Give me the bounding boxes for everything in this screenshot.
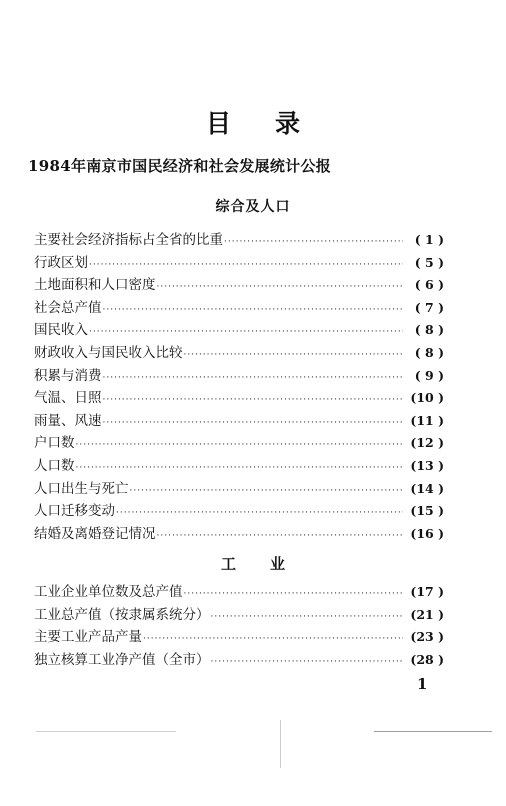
- report-title: 1984年南京市国民经济和社会发展统计公报: [28, 157, 332, 175]
- dot-leader: [76, 463, 404, 473]
- toc-entry-page: ( 8 ): [414, 344, 444, 360]
- toc-entry[interactable]: [34, 454, 444, 477]
- dot-leader: [224, 237, 403, 247]
- toc-entry-title: 人口出生与死亡: [34, 480, 129, 497]
- toc-entry[interactable]: [34, 477, 444, 500]
- toc-entry-page: (14 ): [410, 480, 444, 496]
- dot-leader: [89, 260, 403, 270]
- toc-entry-page: (16 ): [410, 525, 444, 541]
- toc-entry[interactable]: [34, 341, 444, 364]
- dot-leader: [143, 634, 403, 644]
- toc-entry-title: 雨量、风速: [34, 412, 102, 429]
- dot-leader: [211, 657, 404, 667]
- toc-entry-page: (23 ): [410, 629, 444, 645]
- toc-entry[interactable]: [34, 409, 444, 432]
- toc-entry[interactable]: [34, 228, 444, 251]
- toc-entry-title: 积累与消费: [34, 367, 102, 384]
- toc-entry-page: (11 ): [410, 412, 444, 428]
- toc-entry-title: 气温、日照: [34, 390, 102, 407]
- toc-entry[interactable]: [34, 625, 444, 648]
- toc-entry[interactable]: [34, 251, 444, 274]
- dot-leader: [103, 418, 404, 428]
- page-title: 目录: [205, 109, 344, 138]
- toc-entry-title: 独立核算工业净产值（全市）: [34, 651, 210, 668]
- toc-entry-title: 工业企业单位数及总产值: [34, 584, 183, 600]
- toc-entry[interactable]: [34, 499, 444, 522]
- dot-leader: [184, 350, 404, 360]
- toc-entry-title: 国民收入: [34, 322, 88, 339]
- dot-leader: [130, 486, 404, 496]
- dot-leader: [103, 305, 404, 315]
- scan-artifact-line: [36, 731, 176, 732]
- toc-entry-title: 人口数: [34, 457, 75, 474]
- dot-leader: [76, 440, 404, 450]
- toc-entry-page: ( 6 ): [414, 277, 444, 293]
- toc-entry-title: 财政收入与国民收入比较: [34, 344, 183, 361]
- section-heading-industry: 工业: [220, 555, 319, 573]
- toc-entry-title: 户口数: [34, 435, 75, 452]
- toc-entry-title: 土地面积和人口密度: [34, 277, 156, 294]
- toc-entry[interactable]: [34, 318, 444, 341]
- toc-entry-title: 主要工业产品产量: [34, 629, 142, 646]
- toc-entry-title: 工业总产值（按隶属系统分）: [34, 606, 210, 623]
- toc-list-general-population: [34, 228, 444, 544]
- toc-entry[interactable]: [34, 386, 444, 409]
- toc-entry-page: ( 9 ): [414, 367, 444, 383]
- toc-entry[interactable]: [34, 431, 444, 454]
- toc-entry-page: (10 ): [410, 390, 444, 406]
- toc-entry[interactable]: [34, 296, 444, 319]
- toc-entry-page: (15 ): [410, 503, 444, 519]
- toc-entry-page: (21 ): [410, 606, 444, 622]
- toc-entry[interactable]: [34, 522, 444, 545]
- toc-entry-page: (12 ): [410, 435, 444, 451]
- toc-entry-title: 社会总产值: [34, 299, 102, 316]
- dot-leader: [116, 508, 403, 518]
- scan-artifact-mark: [280, 720, 281, 768]
- toc-entry-page: ( 7 ): [414, 299, 444, 315]
- toc-entry-title: 主要社会经济指标占全省的比重: [34, 232, 223, 248]
- toc-entry-page: (28 ): [410, 651, 444, 667]
- toc-entry[interactable]: [34, 273, 444, 296]
- toc-entry-page: ( 8 ): [414, 322, 444, 338]
- toc-entry[interactable]: [34, 648, 444, 671]
- toc-entry-title: 人口迁移变动: [34, 503, 115, 520]
- dot-leader: [89, 327, 403, 337]
- dot-leader: [157, 531, 404, 541]
- page-number: 1: [417, 675, 428, 693]
- dot-leader: [103, 373, 404, 383]
- dot-leader: [103, 395, 404, 405]
- toc-entry[interactable]: [34, 603, 444, 626]
- toc-entry-page: (17 ): [410, 584, 444, 599]
- section-heading-general-population: 综合及人口: [215, 199, 291, 215]
- toc-entry-title: 结婚及离婚登记情况: [34, 525, 156, 542]
- toc-list-industry: [34, 580, 444, 670]
- dot-leader: [157, 282, 404, 292]
- toc-entry-title: 行政区划: [34, 254, 88, 271]
- toc-entry-page: (13 ): [410, 457, 444, 473]
- toc-entry-page: ( 5 ): [414, 254, 444, 270]
- toc-entry[interactable]: [34, 364, 444, 387]
- dot-leader: [211, 612, 404, 622]
- scan-artifact-line: [374, 731, 492, 732]
- dot-leader: [184, 589, 404, 599]
- toc-entry[interactable]: [34, 580, 444, 603]
- toc-entry-page: ( 1 ): [414, 232, 444, 247]
